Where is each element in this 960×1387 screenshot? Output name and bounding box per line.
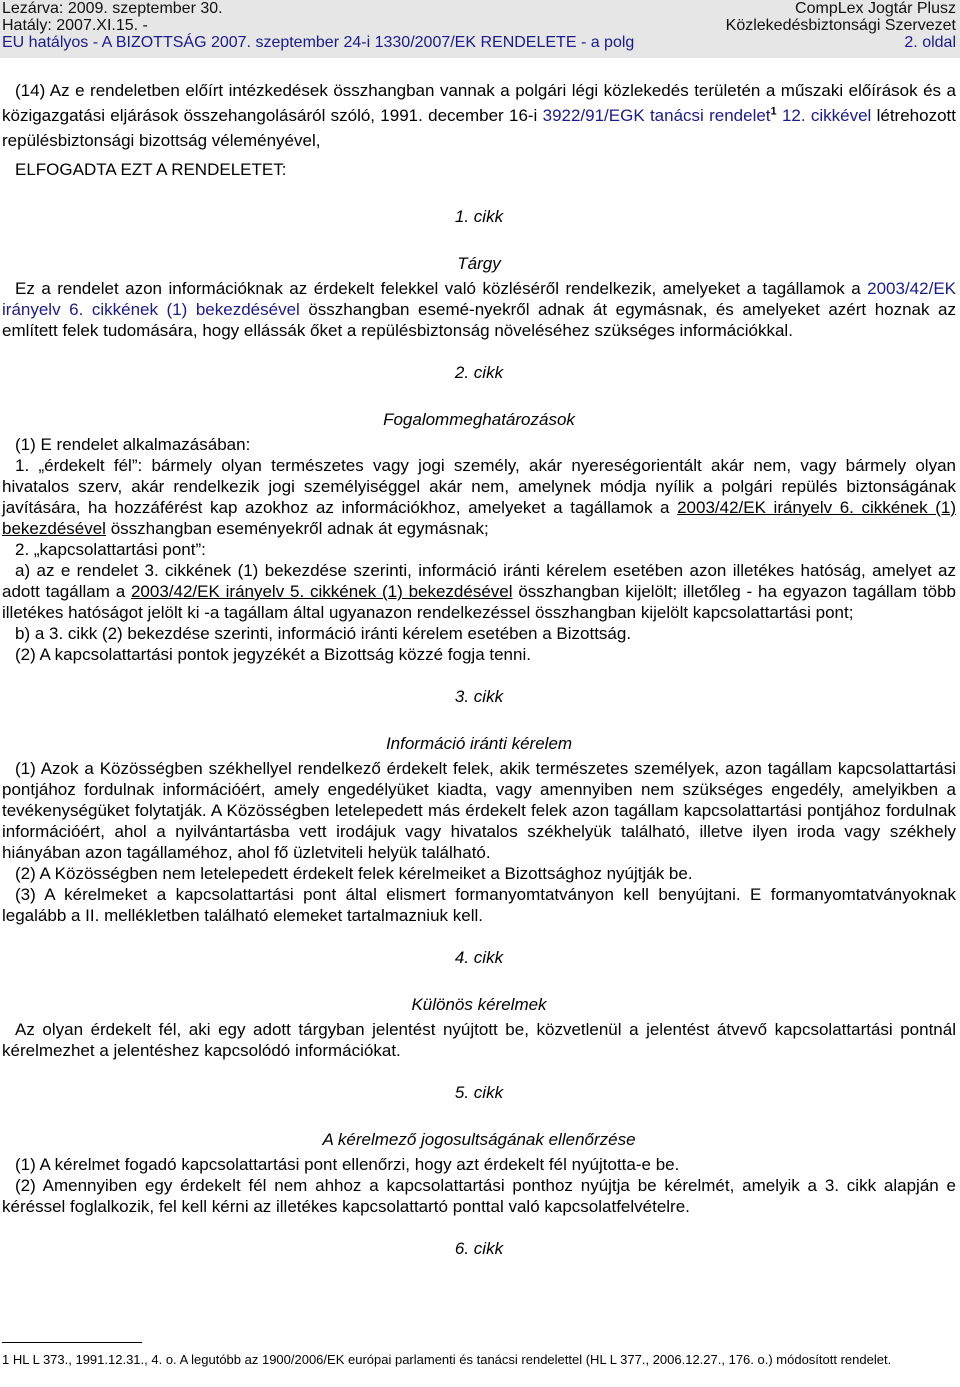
- definition-1-text-end: összhangban eseményekről adnak át egymásnak;: [105, 519, 489, 538]
- article-2-title: Fogalommeghatározások: [383, 410, 575, 429]
- article-5-paragraph-2: (2) Amennyiben egy érdekelt fél nem ahhoz a kapcsolattartási ponthoz nyújtja be kérelmét, amelyik a 3. cikk alapján e kéréssel foglalkozik, fel kell kérni az illetékes kapcsolattartó ponttal való kapcsolatfelvételre.: [2, 1176, 956, 1216]
- article-12-link[interactable]: 12. cikkével: [781, 106, 872, 125]
- recital-14: [2, 78, 956, 153]
- footnote: 1 HL L 373., 1991.12.31., 4. o. A legutóbb az 1900/2006/EK európai parlamenti és tanácsi rendelettel (HL L 377., 2006.12.27., 176. o.) módosított rendelet.: [2, 1352, 892, 1367]
- document-body: [2, 78, 956, 1259]
- article-4-number: 4. cikk: [454, 948, 504, 967]
- article-2-paragraph-2: (2) A kapcsolattartási pontok jegyzékét a Bizottság közzé fogja tenni.: [15, 645, 531, 664]
- article-6-number: 6. cikk: [454, 1239, 504, 1258]
- article-5-number: 5. cikk: [454, 1083, 504, 1102]
- directive-2003-42-link[interactable]: 2003/42/EK irányelv 6. cikkének (1) bekezdésével: [2, 279, 956, 319]
- article-3-number: 3. cikk: [454, 687, 504, 706]
- header-document-title: EU hatályos - A BIZOTTSÁG 2007. szeptember 24-i 1330/2007/EK RENDELETE - a polg: [2, 34, 635, 51]
- recital-14-text-end: létrehozott repülésbiztonsági bizottság véleményével,: [2, 106, 956, 150]
- article-1-title: Tárgy: [457, 254, 501, 273]
- definition-2a: [2, 560, 956, 623]
- header-organization: Közlekedésbiztonsági Szervezet: [725, 17, 956, 34]
- article-4-title: Különös kérelmek: [411, 995, 547, 1014]
- article-3-paragraph-3: (3) A kérelmeket a kapcsolattartási pont által elismert formanyomtatványon kell benyújtani. E formanyomtatványoknak legalább a II. mellékletben található elemeket tartalmazniuk kell.: [2, 885, 956, 925]
- article-1-number: 1. cikk: [454, 207, 504, 226]
- article-2-intro: (1) E rendelet alkalmazásában:: [15, 435, 251, 454]
- article-1-text-b: összhangban esemé-nyekről adnak át egymásnak, és amelyeket azért hoznak az említett felek tudomására, hogy ellássák őket a repülésbiztonság növeléséhez szükséges információkkal.: [2, 300, 957, 340]
- directive-6-1-link[interactable]: 2003/42/EK irányelv 6. cikkének (1) bekezdésével: [2, 498, 956, 538]
- page-header: [0, 0, 960, 58]
- definition-1: [2, 455, 956, 539]
- article-1-text: [2, 278, 956, 341]
- header-page-number: 2. oldal: [904, 34, 956, 51]
- article-5-title: A kérelmező jogosultságának ellenőrzése: [322, 1130, 636, 1149]
- regulation-3922-link[interactable]: 3922/91/EGK tanácsi rendelet: [542, 106, 771, 125]
- definition-2a-text-end: összhangban kijelölt; illetőleg - ha egyazon tagállam több illetékes hatóságot jelölt ki -a tagállam által ugyanazon rendelkezéssel összhangban kijelölt kapcsolattartási pont;: [2, 582, 956, 622]
- footnote-divider: [2, 1342, 142, 1343]
- article-3-paragraph-2: (2) A Közösségben nem letelepedett érdekelt felek kérelmeiket a Bizottsághoz nyújtják be.: [15, 864, 693, 883]
- article-4-paragraph: Az olyan érdekelt fél, aki egy adott tárgyban jelentést nyújtott be, közvetlenül a jelentést átvevő kapcsolattartási pontnál kérelmezhet a jelentéshez kapcsolódó információkat.: [2, 1020, 956, 1060]
- header-product-name: CompLex Jogtár Plusz: [795, 0, 956, 17]
- article-5-paragraph-1: (1) A kérelmet fogadó kapcsolattartási pont ellenőrzi, hogy azt érdekelt fél nyújtotta-e be.: [15, 1155, 680, 1174]
- adoption-statement: ELFOGADTA EZT A RENDELETET:: [15, 160, 287, 179]
- definition-2a-text: a) az e rendelet 3. cikkének (1) bekezdése szerinti, információ iránti kérelem esetében azon illetékes hatóság, amelyet az adott tagállam a: [2, 561, 956, 601]
- header-effective-date: Hatály: 2007.XI.15. -: [2, 17, 148, 34]
- footnote-ref[interactable]: 1: [770, 105, 777, 118]
- definition-2: 2. „kapcsolattartási pont”:: [15, 540, 206, 559]
- header-closed-date: Lezárva: 2009. szeptember 30.: [2, 0, 223, 17]
- definition-1-text: 1. „érdekelt fél”: bármely olyan természetes vagy jogi személy, akár nyereségorientált akár nem, vagy bármely olyan hivatalos szerv, akár rendelkezik jogi személyiséggel akár nem, amelynek módja nyílik a polgári repülés biztonságának javítására, ha hozzáférést kap azokhoz az információkhoz, amelyeket a tagállamok a: [2, 456, 956, 517]
- definition-2b: b) a 3. cikk (2) bekezdése szerinti, információ iránti kérelem esetében a Bizottság.: [15, 624, 632, 643]
- article-3-title: Információ iránti kérelem: [385, 734, 573, 753]
- recital-14-text: (14) Az e rendeletben előírt intézkedések összhangban vannak a polgári légi közlekedés területén a műszaki előírások és a közigazgatási eljárások összehangolásáról szóló, 1991. december 16-i: [2, 81, 956, 125]
- article-1-text-a: Ez a rendelet azon információknak az érdekelt felekkel való közléséről rendelkezik, amelyeket a tagállamok a: [15, 279, 868, 298]
- article-3-paragraph-1: (1) Azok a Közösségben székhellyel rendelkező érdekelt felek, akik természetes személyek, azon tagállam kapcsolattartási pontjához fordulnak információért, amely engedélyüket kiadta, vagy amennyiben nem szükséges engedély, amelyikben a tevékenységüket folytatják. A Közösségben letelepedett más érdekelt felek azon tagállam kapcsolattartási pontjához fordulnak információért, ahol a nyilvántartásba vett irodájuk vagy hivatalos székhelyük található, illetve ilyen iroda vagy székhely hiányában azon tagállaméhoz, ahol fő üzletviteli helyük található.: [2, 759, 956, 862]
- article-2-number: 2. cikk: [454, 363, 504, 382]
- directive-5-1-link[interactable]: 2003/42/EK irányelv 5. cikkének (1) bekezdésével: [130, 582, 513, 601]
